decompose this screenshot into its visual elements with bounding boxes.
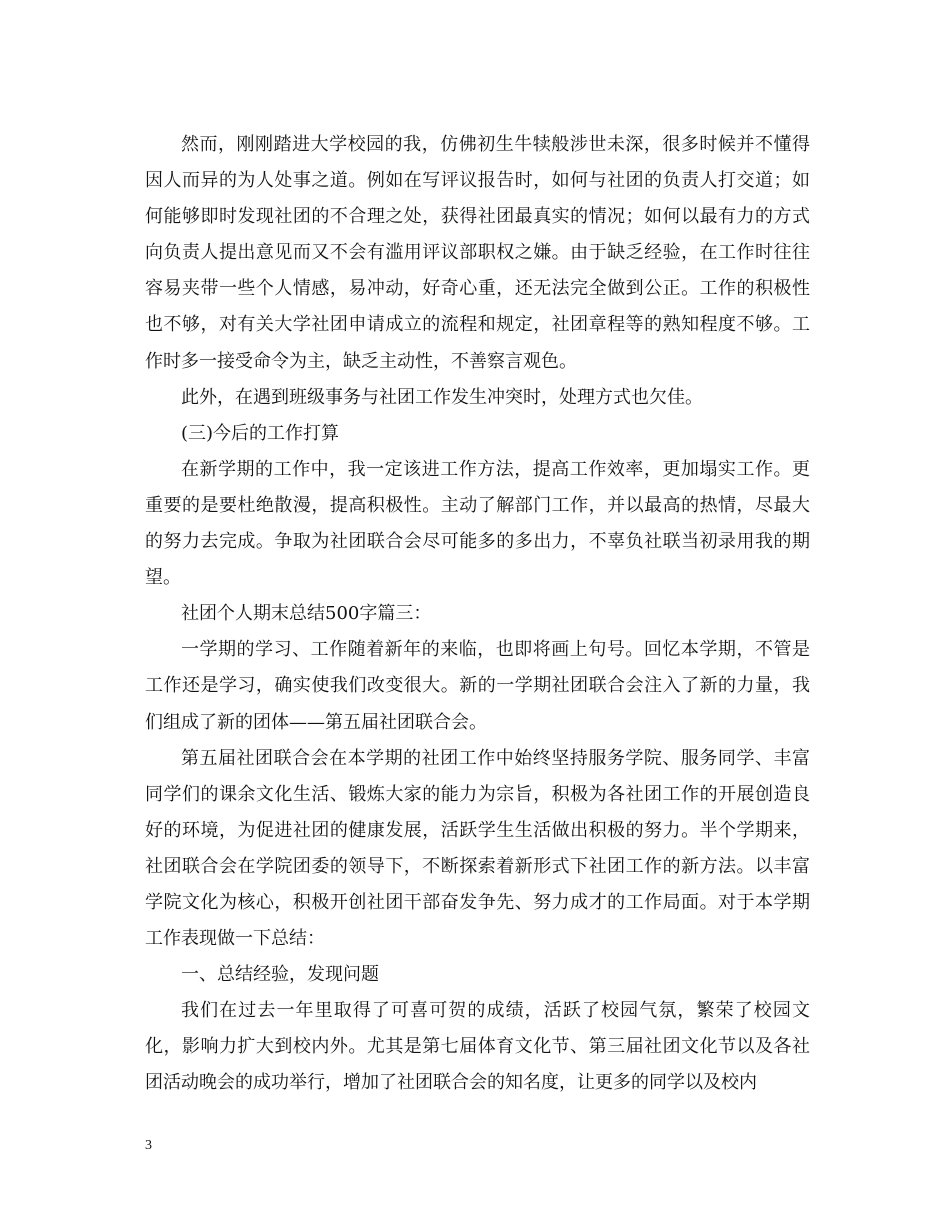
section-heading-part-three: 社团个人期末总结500字篇三： — [181, 603, 432, 625]
paragraph-4: 一学期的学习、工作随着新年的来临，也即将画上句号。回忆本学期，不管是工作还是学习，确实使我们改变很大。新的一学期社团联合会注入了新的力量，我们组成了新的团体——第五届社团联合会。 — [145, 639, 810, 733]
section-heading-summary: 一、总结经验，发现问题 — [181, 964, 379, 986]
paragraph-2: 此外，在遇到班级事务与社团工作发生冲突时，处理方式也欠佳。 — [181, 386, 703, 408]
paragraph-3: 在新学期的工作中，我一定该进工作方法，提高工作效率，更加塌实工作。更重要的是要杜绝散漫，提高积极性。主动了解部门工作，并以最高的热情，尽最大的努力去完成。争取为社团联合会尽可能多的多出力，不辜负社联当初录用我的期望。 — [145, 458, 810, 589]
paragraph-6: 我们在过去一年里取得了可喜可贺的成绩，活跃了校园气氛，繁荣了校园文化，影响力扩大到校内外。尤其是第七届体育文化节、第三届社团文化节以及各社团活动晚会的成功举行，增加了社团联合会的知名度，让更多的同学以及校内 — [145, 1000, 810, 1094]
document-body — [145, 127, 810, 1102]
page-number: 3 — [145, 1138, 152, 1153]
paragraph-5: 第五届社团联合会在本学期的社团工作中始终坚持服务学院、服务同学、丰富同学们的课余文化生活、锻炼大家的能力为宗旨，积极为各社团工作的开展创造良好的环境，为促进社团的健康发展，活跃学生生活做出积极的努力。半个学期来，社团联合会在学院团委的领导下，不断探索着新形式下社团工作的新方法。以丰富学院文化为核心，积极开创社团干部奋发争先、努力成才的工作局面。对于本学期工作表现做一下总结： — [145, 747, 810, 950]
paragraph-1: 然而，刚刚踏进大学校园的我，仿佛初生牛犊般涉世未深，很多时候并不懂得因人而异的为人处事之道。例如在写评议报告时，如何与社团的负责人打交道；如何能够即时发现社团的不合理之处，获得社团最真实的情况；如何以最有力的方式向负责人提出意见而又不会有滥用评议部职权之嫌。由于缺乏经验，在工作时往往容易夹带一些个人情感，易冲动，好奇心重，还无法完全做到公正。工作的积极性也不够，对有关大学社团申请成立的流程和规定，社团章程等的熟知程度不够。工作时多一接受命令为主，缺乏主动性，不善察言观色。 — [145, 134, 810, 372]
section-heading-future-plans: (三)今后的工作打算 — [181, 422, 340, 444]
